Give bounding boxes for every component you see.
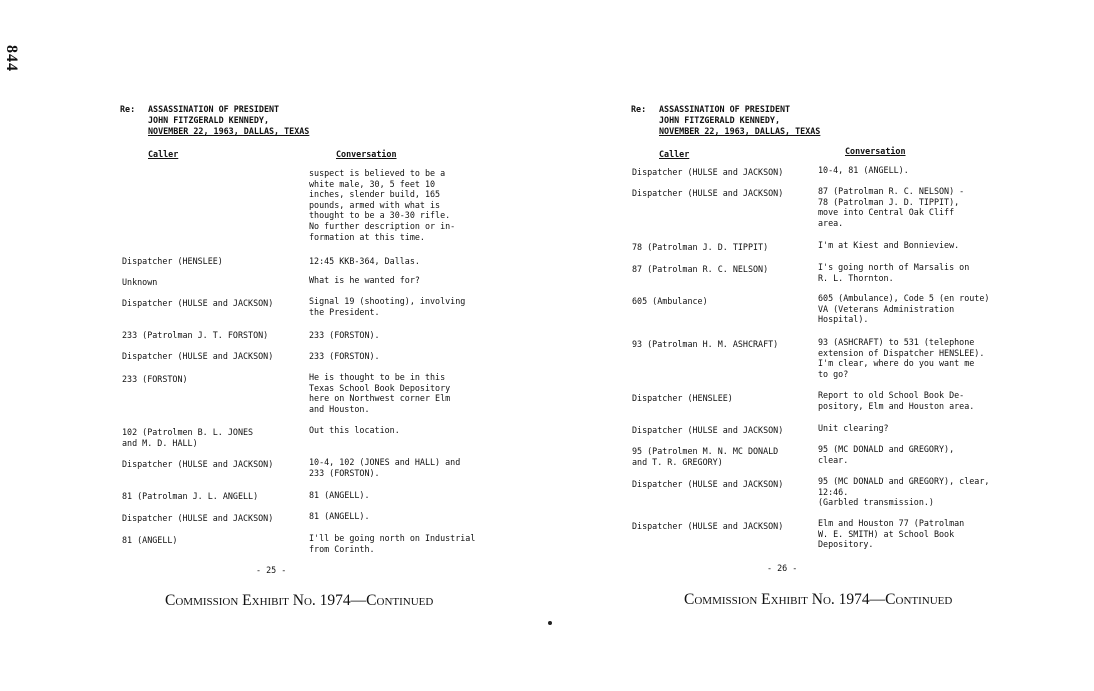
right-re-line1: ASSASSINATION OF PRESIDENT bbox=[659, 104, 791, 114]
right-row-8-conversation: 95 (MC DONALD and GREGORY), clear. bbox=[818, 444, 955, 465]
left-row-9-conversation: 81 (ANGELL). bbox=[309, 490, 370, 500]
left-row-8-caller: Dispatcher (HULSE and JACKSON) bbox=[122, 459, 274, 469]
right-row-0-conversation: 10-4, 81 (ANGELL). bbox=[818, 165, 909, 175]
right-row-10-caller: Dispatcher (HULSE and JACKSON) bbox=[632, 521, 784, 531]
right-row-7-conversation: Unit clearing? bbox=[818, 423, 889, 433]
right-row-9-conversation: 95 (MC DONALD and GREGORY), clear, 12:46. (Garbled transmission.) bbox=[818, 476, 990, 508]
left-row-9-caller: 81 (Patrolman J. L. ANGELL) bbox=[122, 491, 259, 501]
left-row-3-conversation: Signal 19 (shooting), involving the President. bbox=[309, 296, 466, 317]
right-row-4-conversation: 605 (Ambulance), Code 5 (en route) VA (Veterans Administration Hospital). bbox=[818, 293, 990, 325]
left-row-1-conversation: 12:45 KKB-364, Dallas. bbox=[309, 256, 420, 266]
left-row-4-conversation: 233 (FORSTON). bbox=[309, 330, 380, 340]
left-row-11-conversation: I'll be going north on Industrial from Corinth. bbox=[309, 533, 476, 554]
right-row-4-caller: 605 (Ambulance) bbox=[632, 296, 708, 306]
right-row-8-caller: 95 (Patrolmen M. N. MC DONALD and T. R. GREGORY) bbox=[632, 446, 779, 467]
page-number: 844 bbox=[3, 45, 20, 72]
right-row-2-conversation: I'm at Kiest and Bonnieview. bbox=[818, 240, 960, 250]
right-row-6-conversation: Report to old School Book De- pository, Elm and Houston area. bbox=[818, 390, 975, 411]
right-row-3-conversation: I's going north of Marsalis on R. L. Thornton. bbox=[818, 262, 970, 283]
left-page-footer: - 25 - bbox=[256, 565, 287, 575]
left-row-6-conversation: He is thought to be in this Texas School Book Depository here on Northwest corner Elm and Houston. bbox=[309, 372, 451, 414]
right-row-1-conversation: 87 (Patrolman R. C. NELSON) - 78 (Patrolman J. D. TIPPIT), move into Central Oak Cliff area. bbox=[818, 186, 965, 228]
right-re-line2: JOHN FITZGERALD KENNEDY, bbox=[659, 115, 781, 125]
right-re-prefix: Re: bbox=[631, 104, 647, 114]
left-row-5-caller: Dispatcher (HULSE and JACKSON) bbox=[122, 351, 274, 361]
left-row-10-conversation: 81 (ANGELL). bbox=[309, 511, 370, 521]
left-row-2-conversation: What is he wanted for? bbox=[309, 275, 420, 285]
left-caller-header: Caller bbox=[148, 149, 179, 159]
left-row-5-conversation: 233 (FORSTON). bbox=[309, 351, 380, 361]
center-dot bbox=[548, 621, 552, 625]
right-page-footer: - 26 - bbox=[767, 563, 798, 573]
left-row-0-conversation: suspect is believed to be a white male, 30, 5 feet 10 inches, slender build, 165 pounds, armed with what is thought to be a 30-30 rifle. No further description or in- formation at this time. bbox=[309, 168, 456, 242]
right-row-10-conversation: Elm and Houston 77 (Patrolman W. E. SMITH) at School Book Depository. bbox=[818, 518, 965, 550]
right-row-5-caller: 93 (Patrolman H. M. ASHCRAFT) bbox=[632, 339, 779, 349]
left-re-line1: ASSASSINATION OF PRESIDENT bbox=[148, 104, 280, 114]
left-row-7-conversation: Out this location. bbox=[309, 425, 400, 435]
left-row-1-caller: Dispatcher (HENSLEE) bbox=[122, 256, 223, 266]
left-re-prefix: Re: bbox=[120, 104, 136, 114]
left-row-2-caller: Unknown bbox=[122, 277, 158, 287]
left-row-10-caller: Dispatcher (HULSE and JACKSON) bbox=[122, 513, 274, 523]
right-row-3-caller: 87 (Patrolman R. C. NELSON) bbox=[632, 264, 769, 274]
left-conversation-header: Conversation bbox=[336, 149, 397, 159]
right-caller-header: Caller bbox=[659, 149, 690, 159]
right-exhibit-label bbox=[684, 591, 952, 609]
left-re-line2: JOHN FITZGERALD KENNEDY, bbox=[148, 115, 270, 125]
right-row-7-caller: Dispatcher (HULSE and JACKSON) bbox=[632, 425, 784, 435]
left-row-3-caller: Dispatcher (HULSE and JACKSON) bbox=[122, 298, 274, 308]
left-row-11-caller: 81 (ANGELL) bbox=[122, 535, 178, 545]
right-row-2-caller: 78 (Patrolman J. D. TIPPIT) bbox=[632, 242, 769, 252]
right-row-0-caller: Dispatcher (HULSE and JACKSON) bbox=[632, 167, 784, 177]
right-row-9-caller: Dispatcher (HULSE and JACKSON) bbox=[632, 479, 784, 489]
right-row-5-conversation: 93 (ASHCRAFT) to 531 (telephone extension of Dispatcher HENSLEE). I'm clear, where do you want me to go? bbox=[818, 337, 985, 379]
right-conversation-header: Conversation bbox=[845, 146, 906, 156]
left-row-8-conversation: 10-4, 102 (JONES and HALL) and 233 (FORSTON). bbox=[309, 457, 461, 478]
left-row-7-caller: 102 (Patrolmen B. L. JONES and M. D. HALL) bbox=[122, 427, 254, 448]
left-exhibit-label bbox=[165, 592, 433, 610]
left-exhibit-label-text: Commission Exhibit No. 1974—Continued bbox=[165, 592, 434, 609]
right-row-6-caller: Dispatcher (HENSLEE) bbox=[632, 393, 733, 403]
right-exhibit-label-text: Commission Exhibit No. 1974—Continued bbox=[684, 591, 953, 608]
left-re-line3: NOVEMBER 22, 1963, DALLAS, TEXAS bbox=[148, 126, 310, 136]
right-row-1-caller: Dispatcher (HULSE and JACKSON) bbox=[632, 188, 784, 198]
left-row-6-caller: 233 (FORSTON) bbox=[122, 374, 188, 384]
left-row-4-caller: 233 (Patrolman J. T. FORSTON) bbox=[122, 330, 269, 340]
right-re-line3: NOVEMBER 22, 1963, DALLAS, TEXAS bbox=[659, 126, 821, 136]
